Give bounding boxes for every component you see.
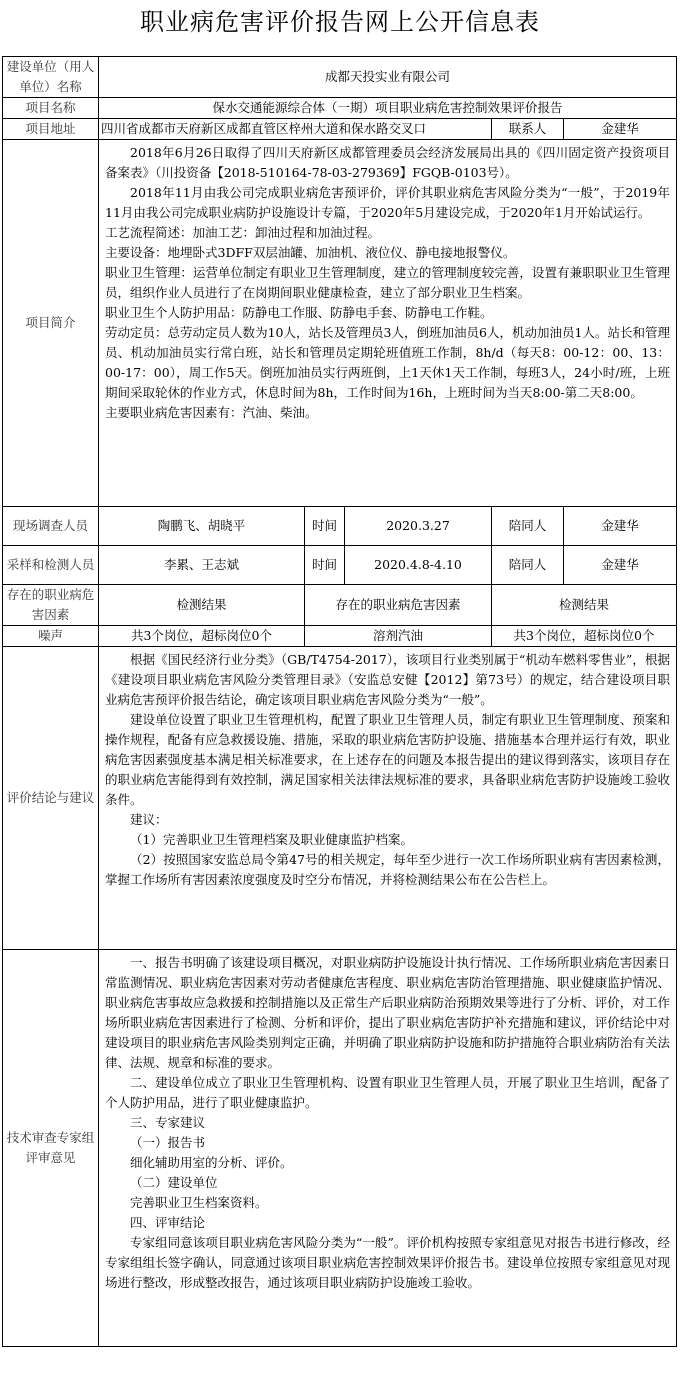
survey-time: 2020.3.27: [345, 507, 492, 546]
sampling-staff-label: 采样和检测人员: [3, 546, 99, 585]
survey-staff-label: 现场调查人员: [3, 507, 99, 546]
survey-staff: 陶鹏飞、胡晓平: [99, 507, 305, 546]
project-name-label: 项目名称: [3, 98, 99, 119]
summary-paragraph: 主要职业病危害因素有：汽油、柴油。: [105, 405, 318, 420]
hazard-factor-2: 溶剂汽油: [305, 626, 492, 647]
hazard-factor-header-2: 存在的职业病危害因素: [305, 585, 492, 626]
hazard-factor: 噪声: [3, 626, 99, 647]
sampling-accompany: 金建华: [564, 546, 677, 585]
expert-paragraph: 细化辅助用室的分析、评价。: [130, 1155, 293, 1170]
survey-accompany-label: 陪同人: [492, 507, 564, 546]
conclusion-paragraph: （2）按照国家安监总局令第47号的相关规定，每年至少进行一次工作场所职业病有害因素检测，掌握工作场所有害因素浓度强度及时空分布情况，并将检测结果公布在公告栏上。: [105, 852, 671, 887]
summary-paragraph: 职业卫生个人防护用品：防静电工作服、防静电手套、防静电工作鞋。: [105, 305, 493, 320]
table-row: [3, 626, 677, 647]
summary-paragraph: 职业卫生管理：运营单位制定有职业卫生管理制度，建立的管理制度较完善，设置有兼职职业卫生管理员，组织作业人员进行了在岗期间职业健康检查，建立了部分职业卫生档案。: [105, 265, 671, 300]
conclusion-paragraph: 建设单位设置了职业卫生管理机构，配置了职业卫生管理人员，制定有职业卫生管理制度、预案和操作规程，配备有应急救援设施、措施，采取的职业病危害防护设施、措施基本合理并运行有效，职业病危害因素强度基本满足相关标准要求，在上述存在的问题及本报告提出的建议得到落实，该项目存在的职业病危害能得到有效控制，满足国家相关法律法规标准的要求，具备职业病危害防护设施竣工验收条件。: [105, 712, 671, 807]
expert-review-text: [99, 950, 677, 1347]
summary-text: [99, 140, 677, 507]
survey-accompany: 金建华: [564, 507, 677, 546]
summary-paragraph: 2018年6月26日取得了四川天府新区成都管理委员会经济发展局出具的《四川固定资产投资项目备案表》（川投资备【2018-510164-78-03-279369】FGQB-0103号）。: [105, 145, 671, 180]
hazard-factor-header: 存在的职业病危害因素: [3, 585, 99, 626]
conclusion-label: 评价结论与建议: [3, 647, 99, 950]
project-address-label: 项目地址: [3, 119, 99, 140]
project-name: 保水交通能源综合体（一期）项目职业病危害控制效果评价报告: [99, 98, 677, 119]
page-title: 职业病危害评价报告网上公开信息表: [140, 8, 540, 36]
conclusion-paragraph: 建议：: [130, 812, 168, 827]
sampling-accompany-label: 陪同人: [492, 546, 564, 585]
contact-name: 金建华: [564, 119, 677, 140]
summary-paragraph: 劳动定员：总劳动定员人数为10人，站长及管理员3人，倒班加油员6人，机动加油员1人。站长和管理员、机动加油员实行常白班，站长和管理员定期轮班值班工作制，8h/d（每天8：00-12：00、13：00-17：00），周工作5天。倒班加油员实行两班倒，上1天休1天工作制，每班3人，24小时/班，上班期间采取轮休的作业方式，休息时间为8h，工作时间为16h，上班时间为当天8:00-第二天8:00。: [105, 325, 671, 400]
test-result-header: 检测结果: [99, 585, 305, 626]
hazard-result-2: 共3个岗位，超标岗位0个: [492, 626, 677, 647]
hazard-result: 共3个岗位，超标岗位0个: [99, 626, 305, 647]
conclusion-paragraph: （1）完善职业卫生管理档案及职业健康监护档案。: [130, 832, 413, 847]
unit-label: 建设单位（用人单位）名称: [3, 57, 99, 98]
conclusion-text: [99, 647, 677, 950]
expert-paragraph: 二、建设单位成立了职业卫生管理机构、设置有职业卫生管理人员，开展了职业卫生培训，配备了个人防护用品，进行了职业健康监护。: [105, 1075, 671, 1110]
expert-paragraph: （一）报告书: [130, 1135, 206, 1150]
unit-name: 成都天投实业有限公司: [99, 57, 677, 98]
summary-paragraph: 工艺流程简述：加油工艺：卸油过程和加油过程。: [105, 225, 381, 240]
summary-paragraph: 主要设备：地埋卧式3DFF双层油罐、加油机、液位仪、静电接地报警仪。: [105, 245, 516, 260]
expert-review-label: 技术审查专家组评审意见: [3, 950, 99, 1347]
sampling-staff: 李累、王志斌: [99, 546, 305, 585]
sampling-time: 2020.4.8-4.10: [345, 546, 492, 585]
expert-paragraph: 专家组同意该项目职业病危害风险分类为“一般”。评价机构按照专家组意见对报告书进行修改，经专家组组长签字确认，同意通过该项目职业病危害控制效果评价报告书。建设单位按照专家组意见对现场进行整改，形成整改报告，通过该项目职业病防护设施竣工验收。: [105, 1235, 671, 1290]
expert-paragraph: （二）建设单位: [130, 1175, 218, 1190]
sampling-time-label: 时间: [305, 546, 345, 585]
expert-paragraph: 完善职业卫生档案资料。: [130, 1195, 268, 1210]
contact-label: 联系人: [492, 119, 564, 140]
test-result-header-2: 检测结果: [492, 585, 677, 626]
project-address: 四川省成都市天府新区成都直管区梓州大道和保水路交叉口: [99, 119, 492, 140]
conclusion-paragraph: 根据《国民经济行业分类》（GB/T4754-2017），该项目行业类别属于“机动车燃料零售业”，根据《建设项目职业病危害风险分类管理目录》（安监总安健【2012】第73号）的规定，结合建设项目职业病危害预评价报告结论，确定该项目职业病危害风险分类为“一般”。: [105, 652, 671, 707]
expert-paragraph: 三、专家建议: [130, 1115, 206, 1130]
expert-paragraph: 四、评审结论: [130, 1215, 206, 1230]
survey-time-label: 时间: [305, 507, 345, 546]
summary-paragraph: 2018年11月由我公司完成职业病危害预评价，评价其职业病危害风险分类为“一般”，于2019年11月由我公司完成职业病防护设施设计专篇，于2020年5月建设完成，于2020年1月开始试运行。: [105, 185, 671, 220]
expert-paragraph: 一、报告书明确了该建设项目概况，对职业病防护设施设计执行情况、工作场所职业病危害因素日常监测情况、职业病危害因素对劳动者健康危害程度、职业病危害防治管理措施、职业健康监护情况、职业病危害事故应急救援和控制措施以及正常生产后职业病防治预期效果等进行了分析、评价，对工作场所职业病危害因素进行了检测、分析和评价，提出了职业病危害防护补充措施和建议，评价结论中对建设项目的职业病危害风险类别判定正确，并明确了职业病防护设施和防护措施符合职业病防治有关法律、法规、规章和标准的要求。: [105, 955, 671, 1070]
info-table: [2, 56, 677, 1347]
summary-label: 项目简介: [3, 140, 99, 507]
